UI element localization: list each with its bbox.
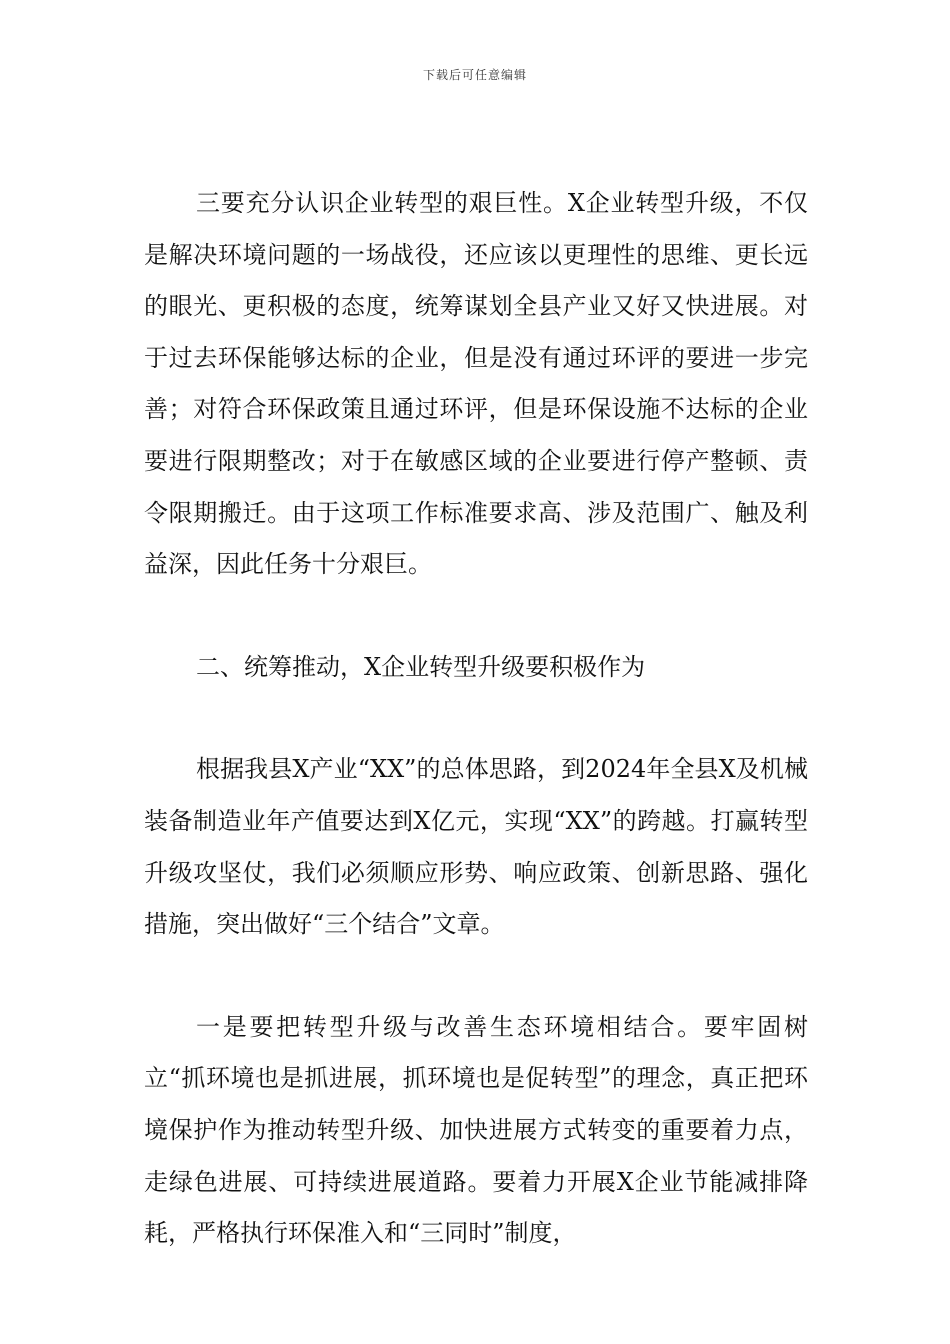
paragraph-environment: 一是要把转型升级与改善生态环境相结合。要牢固树立“抓环境也是抓进展，抓环境也是促转型”的理念，真正把环境保护作为推动转型升级、加快进展方式转变的重要着力点，走绿色进展、可持续进展道路。要着力开展X企业节能减排降耗，严格执行环保准入和“三同时”制度， [144,1012,808,1248]
document-body [144,178,808,1260]
header-note: 下载后可任意编辑 [422,68,527,82]
section-heading: 二、统筹推动，X企业转型升级要积极作为 [196,652,646,681]
paragraph-difficulty: 三要充分认识企业转型的艰巨性。X企业转型升级，不仅是解决环境问题的一场战役，还应该以更理性的思维、更长远的眼光、更积极的态度，统筹谋划全县产业又好又快进展。对于过去环保能够达标的企业，但是没有通过环评的要进一步完善；对符合环保政策且通过环评，但是环保设施不达标的企业要进行限期整改；对于在敏感区域的企业要进行停产整顿、责令限期搬迁。由于这项工作标准要求高、涉及范围广、触及利益深，因此任务十分艰巨。 [144,189,808,579]
paragraph-plan: 根据我县X产业“XX”的总体思路，到2024年全县X及机械装备制造业年产值要达到X亿元，实现“XX”的跨越。打赢转型升级攻坚仗，我们必须顺应形势、响应政策、创新思路、强化措施，突出做好“三个结合”文章。 [144,755,808,939]
